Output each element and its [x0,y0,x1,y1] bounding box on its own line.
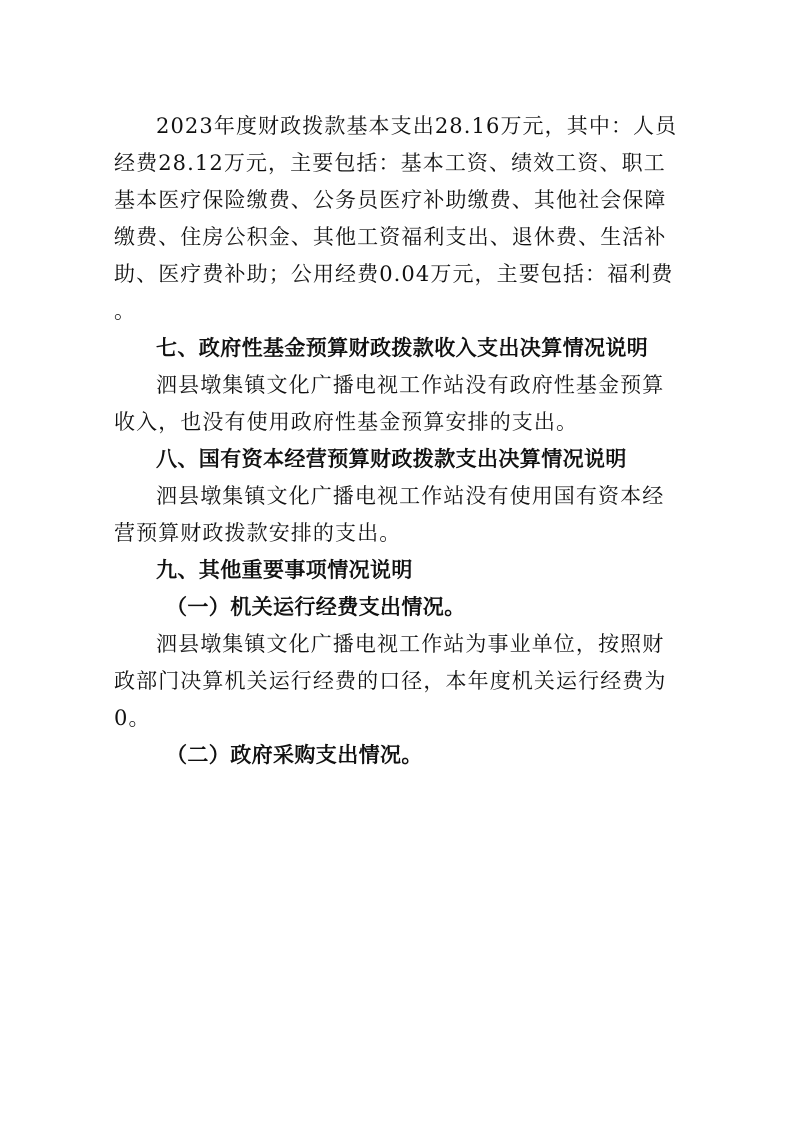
paragraph-line: 泗县墩集镇文化广播电视工作站没有政府性基金预算 [156,373,665,397]
paragraph-line: 收入，也没有使用政府性基金预算安排的支出。 [114,410,579,434]
paragraph-line: 缴费、住房公积金、其他工资福利支出、退休费、生活补 [114,225,667,249]
subsection-heading-2: （二）政府采购支出情况。 [166,743,423,767]
paragraph-line: 基本医疗保险缴费、公务员医疗补助缴费、其他社会保障 [114,188,667,212]
section-heading-9: 九、其他重要事项情况说明 [156,558,413,582]
document-body [114,108,686,774]
paragraph-line: 泗县墩集镇文化广播电视工作站没有使用国有资本经 [156,484,665,508]
paragraph-line: 经费28.12万元，主要包括：基本工资、绩效工资、职工 [114,151,666,175]
paragraph-line: 营预算财政拨款安排的支出。 [114,521,402,545]
section-heading-7: 七、政府性基金预算财政拨款收入支出决算情况说明 [156,336,649,360]
paragraph-line: 。 [114,299,137,323]
paragraph-line: 政部门决算机关运行经费的口径，本年度机关运行经费为 [114,669,667,693]
subsection-heading-1: （一）机关运行经费支出情况。 [166,595,466,619]
paragraph-line: 0。 [114,706,151,730]
section-heading-8: 八、国有资本经营预算财政拨款支出决算情况说明 [156,447,627,471]
paragraph-line: 泗县墩集镇文化广播电视工作站为事业单位，按照财 [156,632,665,656]
paragraph-line: 2023年度财政拨款基本支出28.16万元，其中：人员 [156,114,678,138]
paragraph-line: 助、医疗费补助；公用经费0.04万元，主要包括：福利费 [114,262,674,286]
